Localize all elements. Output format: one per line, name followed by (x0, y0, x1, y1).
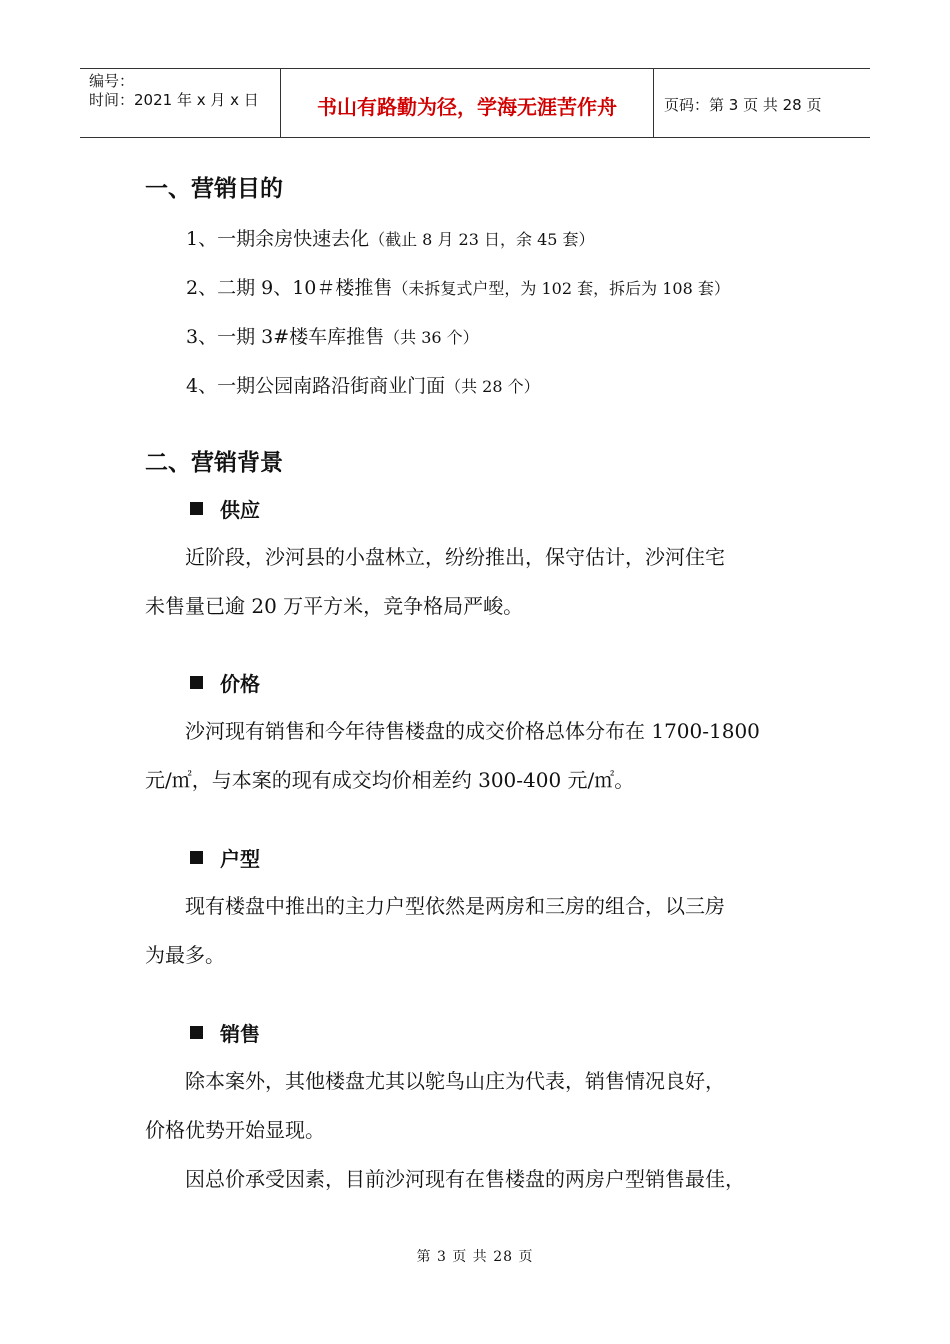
section-title-marketing-background: 二、营销背景 (145, 450, 283, 476)
goal-item-4 (186, 371, 540, 398)
subheading-supply (190, 494, 260, 523)
paragraph-price (145, 707, 825, 805)
paragraph-layout (145, 882, 825, 980)
document-date: 时间：2021 年 x 月 x 日 (89, 91, 259, 109)
paragraph-line: 未售量已逾 20 万平方米，竞争格局严峻。 (145, 594, 524, 618)
goal-item-main: 1、一期余房快速去化 (186, 228, 370, 250)
goal-item-note: （截止 8 月 23 日，余 45 套） (369, 230, 595, 249)
paragraph-line: 价格优势开始显现。 (145, 1118, 325, 1142)
subheading-label: 销售 (220, 1022, 260, 1046)
goal-item-2 (186, 273, 730, 300)
paragraph-line: 近阶段，沙河县的小盘林立，纷纷推出，保守估计，沙河住宅 (185, 545, 725, 569)
page-header (80, 68, 870, 138)
paragraph-sales (145, 1057, 825, 1204)
paragraph-line: 为最多。 (145, 943, 225, 967)
goal-item-note: （共 36 个） (384, 328, 479, 347)
paragraph-line: 现有楼盘中推出的主力户型依然是两房和三房的组合，以三房 (185, 894, 725, 918)
subheading-sales (190, 1018, 260, 1047)
square-bullet-icon (190, 1026, 203, 1039)
goal-item-note: （未拆复式户型，为 102 套，拆后为 108 套） (392, 279, 730, 298)
square-bullet-icon (190, 851, 203, 864)
subheading-price (190, 668, 260, 697)
page-footer: 第 3 页 共 28 页 (416, 1249, 534, 1265)
paragraph-line: 沙河现有销售和今年待售楼盘的成交价格总体分布在 1700-1800 (185, 719, 760, 743)
paragraph-line: 因总价承受因素，目前沙河现有在售楼盘的两房户型销售最佳， (185, 1167, 745, 1191)
subheading-label: 户型 (220, 847, 260, 871)
square-bullet-icon (190, 502, 203, 515)
square-bullet-icon (190, 676, 203, 689)
paragraph-line: 元/㎡，与本案的现有成交均价相差约 300-400 元/㎡。 (145, 768, 635, 792)
goal-item-main: 3、一期 3#楼车库推售 (186, 326, 385, 348)
section-title-marketing-goals: 一、营销目的 (145, 176, 283, 202)
header-meta (80, 69, 281, 137)
subheading-layout (190, 843, 260, 872)
goal-item-main: 2、二期 9、10＃楼推售 (186, 277, 393, 299)
goal-item-1 (186, 224, 595, 251)
goal-item-note: （共 28 个） (445, 377, 540, 396)
subheading-label: 供应 (220, 498, 260, 522)
goal-item-main: 4、一期公园南路沿街商业门面 (186, 375, 446, 397)
header-page-info: 页码：第 3 页 共 28 页 (664, 95, 822, 114)
paragraph-supply (145, 533, 825, 631)
header-motto: 书山有路勤为径，学海无涯苦作舟 (281, 69, 654, 137)
goal-item-3 (186, 322, 479, 349)
subheading-label: 价格 (220, 672, 260, 696)
document-number: 编号： (89, 72, 135, 90)
paragraph-line: 除本案外，其他楼盘尤其以鸵鸟山庄为代表，销售情况良好， (185, 1069, 725, 1093)
